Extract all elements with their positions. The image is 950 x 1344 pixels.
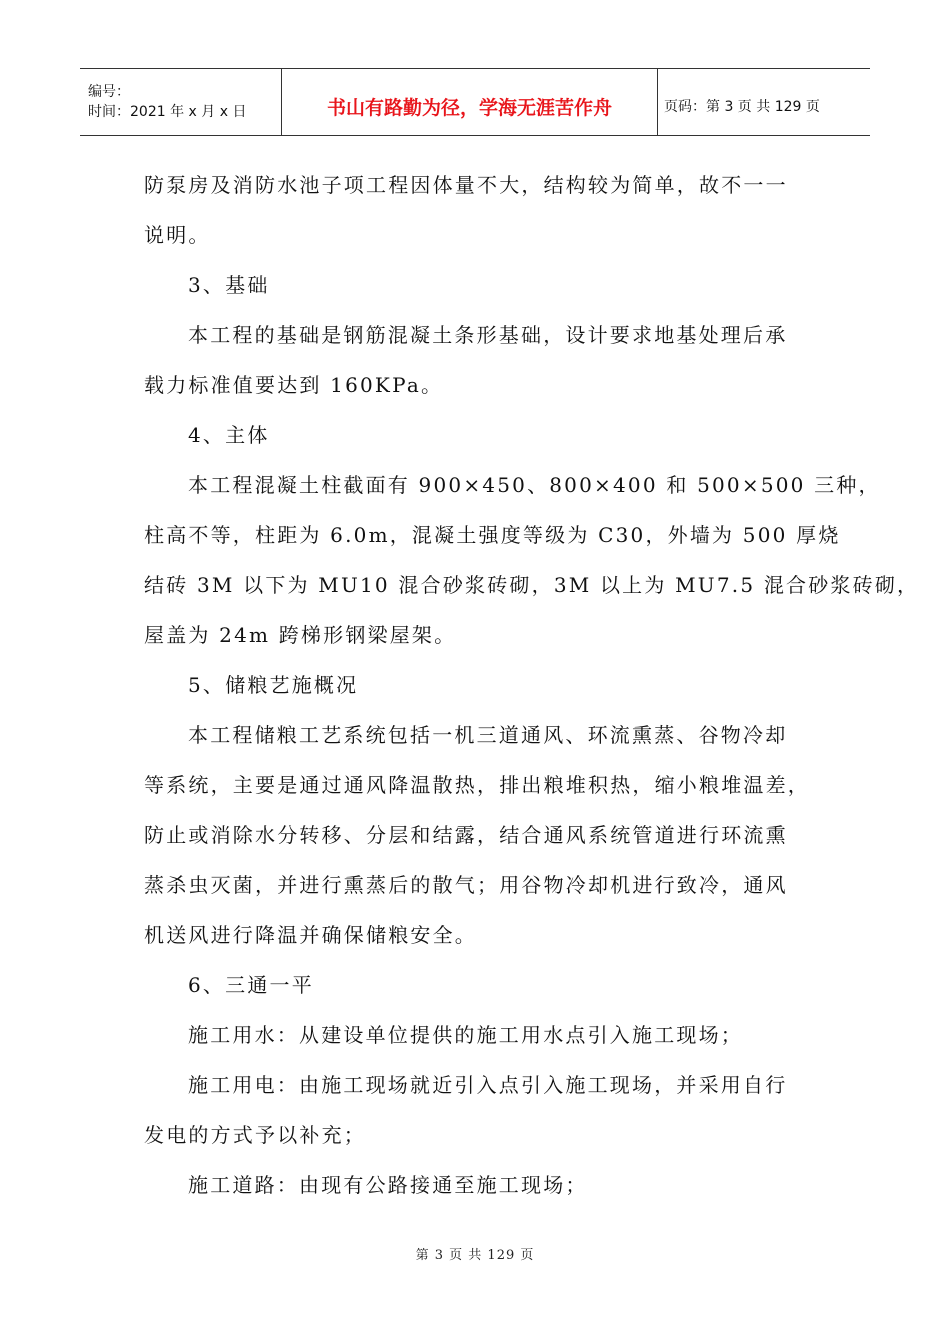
body-line: 防止或消除水分转移、分层和结露，结合通风系统管道进行环流熏 (144, 823, 788, 847)
footer-page-number: 第 3 页 共 129 页 (415, 1248, 535, 1263)
page-info-text: 页码：第 3 页 共 129 页 (664, 99, 820, 115)
body-line: 本工程混凝土柱截面有 900×450、800×400 和 500×500 三种， (188, 473, 881, 497)
section-heading: 3、基础 (188, 273, 270, 297)
body-line: 蒸杀虫灭菌，并进行熏蒸后的散气；用谷物冷却机进行致冷，通风 (144, 873, 788, 897)
document-body (144, 160, 920, 1210)
header-meta (80, 69, 282, 135)
document-number-label: 编号： (88, 84, 130, 100)
page-footer (0, 1244, 950, 1263)
motto-text: 书山有路勤为径，学海无涯苦作舟 (326, 96, 612, 119)
header-motto (282, 69, 658, 135)
body-line: 机送风进行降温并确保储粮安全。 (144, 923, 477, 947)
body-line: 施工道路：由现有公路接通至施工现场； (188, 1173, 588, 1197)
body-line: 柱高不等，柱距为 6.0m，混凝土强度等级为 C30，外墙为 500 厚烧 (144, 523, 841, 547)
body-line: 等系统，主要是通过通风降温散热，排出粮堆积热，缩小粮堆温差， (144, 773, 810, 797)
body-line: 载力标准值要达到 160KPa。 (144, 373, 444, 397)
body-line: 结砖 3M 以下为 MU10 混合砂浆砖砌，3M 以上为 MU7.5 混合砂浆砖砌， (144, 573, 920, 597)
section-heading: 4、主体 (188, 423, 270, 447)
body-line: 屋盖为 24m 跨梯形钢梁屋架。 (144, 623, 457, 647)
page-header (80, 68, 870, 136)
body-line: 施工用水：从建设单位提供的施工用水点引入施工现场； (188, 1023, 743, 1047)
body-line: 防泵房及消防水池子项工程因体量不大，结构较为简单，故不一一 (144, 173, 788, 197)
body-line: 本工程储粮工艺系统包括一机三道通风、环流熏蒸、谷物冷却 (188, 723, 788, 747)
header-page-info (658, 69, 870, 135)
body-line: 发电的方式予以补充； (144, 1123, 366, 1147)
body-line: 施工用电：由施工现场就近引入点引入施工现场，并采用自行 (188, 1073, 788, 1097)
section-heading: 5、储粮艺施概况 (188, 673, 359, 697)
section-heading: 6、三通一平 (188, 973, 314, 997)
body-line: 说明。 (144, 223, 211, 247)
document-date: 时间：2021 年 x 月 x 日 (88, 104, 247, 120)
body-line: 本工程的基础是钢筋混凝土条形基础，设计要求地基处理后承 (188, 323, 788, 347)
